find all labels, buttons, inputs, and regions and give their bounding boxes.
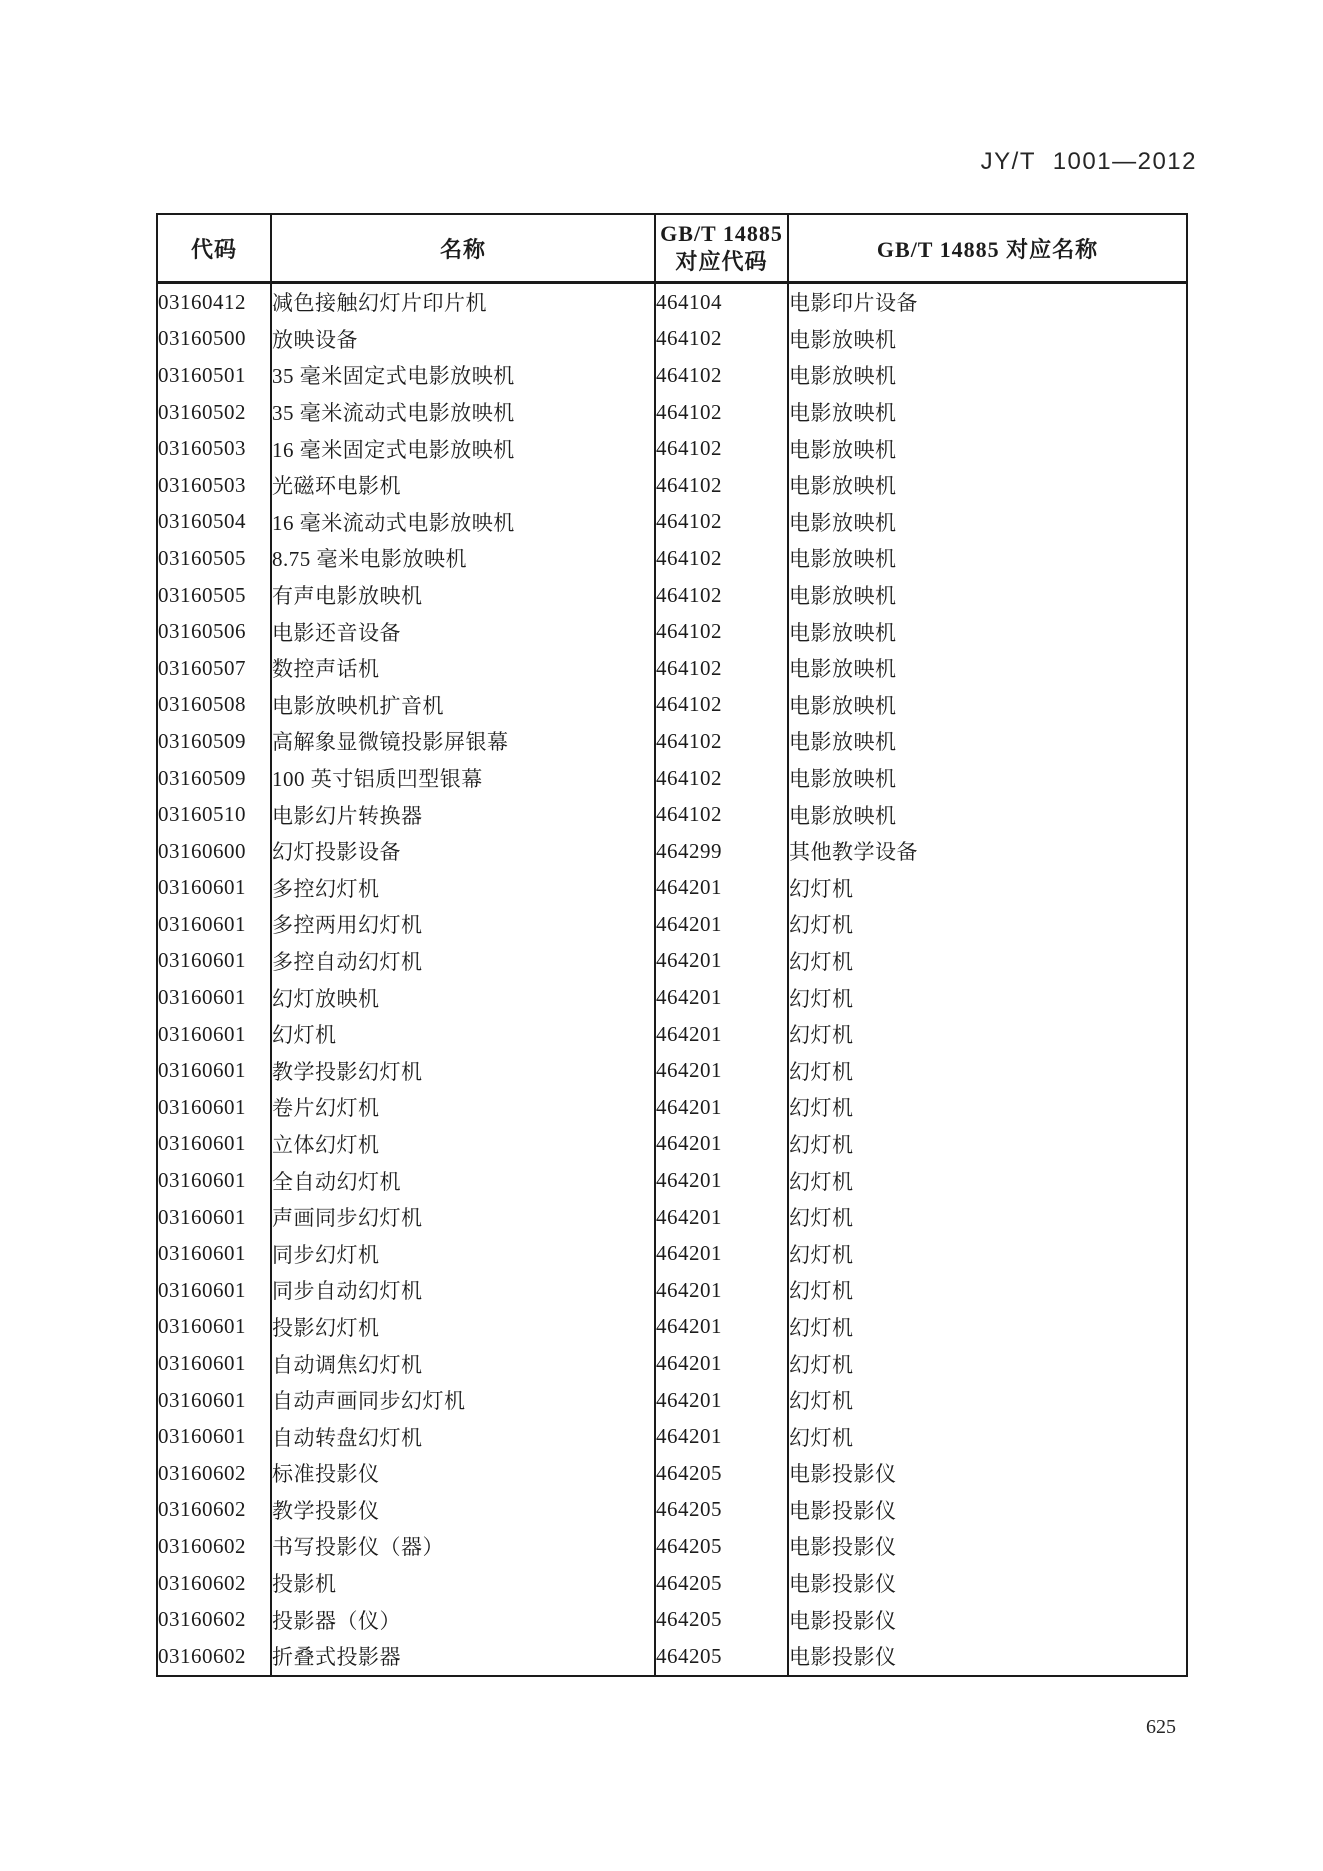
table-row: [157, 723, 1187, 760]
header-gbt-code-line2: 对应代码: [675, 249, 768, 274]
cell-gbt-code: 464102: [655, 687, 788, 724]
cell-name: 16 毫米流动式电影放映机: [271, 504, 655, 541]
table-row: [157, 1235, 1187, 1272]
cell-gbt-name: 电影投影仪: [788, 1601, 1187, 1638]
cell-gbt-code: 464201: [655, 1418, 788, 1455]
cell-gbt-code: 464102: [655, 504, 788, 541]
cell-gbt-name: 电影放映机: [788, 723, 1187, 760]
cell-gbt-name: 电影投影仪: [788, 1565, 1187, 1602]
table-row: [157, 1638, 1187, 1676]
cell-code: 03160602: [157, 1528, 271, 1565]
cell-gbt-code: 464299: [655, 833, 788, 870]
cell-gbt-name: 幻灯机: [788, 1052, 1187, 1089]
cell-code: 03160601: [157, 1199, 271, 1236]
cell-code: 03160601: [157, 979, 271, 1016]
cell-gbt-code: 464102: [655, 613, 788, 650]
table-row: [157, 833, 1187, 870]
cell-code: 03160601: [157, 1418, 271, 1455]
table-row: [157, 1162, 1187, 1199]
cell-code: 03160412: [157, 283, 271, 321]
cell-code: 03160509: [157, 760, 271, 797]
cell-name: 自动转盘幻灯机: [271, 1418, 655, 1455]
table-row: [157, 394, 1187, 431]
cell-code: 03160602: [157, 1455, 271, 1492]
table-row: [157, 1272, 1187, 1309]
table-row: [157, 1126, 1187, 1163]
cell-gbt-name: 幻灯机: [788, 870, 1187, 907]
cell-name: 100 英寸铝质凹型银幕: [271, 760, 655, 797]
cell-code: 03160505: [157, 540, 271, 577]
cell-gbt-name: 电影投影仪: [788, 1455, 1187, 1492]
table-row: [157, 467, 1187, 504]
table-row: [157, 650, 1187, 687]
cell-code: 03160510: [157, 796, 271, 833]
table-row: [157, 1528, 1187, 1565]
cell-gbt-name: 幻灯机: [788, 979, 1187, 1016]
cell-name: 投影器（仪）: [271, 1601, 655, 1638]
cell-gbt-name: 幻灯机: [788, 1235, 1187, 1272]
table-row: [157, 906, 1187, 943]
cell-gbt-name: 幻灯机: [788, 1016, 1187, 1053]
cell-gbt-code: 464104: [655, 283, 788, 321]
table-row: [157, 613, 1187, 650]
cell-gbt-name: 电影放映机: [788, 394, 1187, 431]
cell-name: 光磁环电影机: [271, 467, 655, 504]
cell-gbt-name: 幻灯机: [788, 1309, 1187, 1346]
cell-gbt-name: 幻灯机: [788, 1162, 1187, 1199]
cell-code: 03160508: [157, 687, 271, 724]
header-gbt-code: [655, 214, 788, 283]
cell-name: 减色接触幻灯片印片机: [271, 283, 655, 321]
cell-name: 教学投影仪: [271, 1492, 655, 1529]
cell-code: 03160601: [157, 1089, 271, 1126]
cell-name: 幻灯放映机: [271, 979, 655, 1016]
cell-gbt-code: 464102: [655, 467, 788, 504]
table-row: [157, 430, 1187, 467]
table-row: [157, 577, 1187, 614]
cell-gbt-name: 电影放映机: [788, 467, 1187, 504]
cell-code: 03160504: [157, 504, 271, 541]
cell-name: 电影还音设备: [271, 613, 655, 650]
table-row: [157, 1418, 1187, 1455]
cell-gbt-code: 464102: [655, 321, 788, 358]
cell-name: 35 毫米固定式电影放映机: [271, 357, 655, 394]
cell-name: 自动声画同步幻灯机: [271, 1382, 655, 1419]
cell-code: 03160502: [157, 394, 271, 431]
cell-code: 03160602: [157, 1638, 271, 1676]
cell-gbt-code: 464102: [655, 357, 788, 394]
cell-gbt-code: 464201: [655, 1309, 788, 1346]
cell-gbt-code: 464201: [655, 1052, 788, 1089]
cell-gbt-code: 464102: [655, 394, 788, 431]
cell-gbt-name: 幻灯机: [788, 1272, 1187, 1309]
cell-gbt-code: 464205: [655, 1601, 788, 1638]
cell-name: 投影幻灯机: [271, 1309, 655, 1346]
cell-gbt-name: 其他教学设备: [788, 833, 1187, 870]
cell-gbt-name: 电影投影仪: [788, 1492, 1187, 1529]
cell-gbt-code: 464201: [655, 1272, 788, 1309]
cell-code: 03160505: [157, 577, 271, 614]
table-row: [157, 357, 1187, 394]
cell-name: 多控两用幻灯机: [271, 906, 655, 943]
cell-name: 多控自动幻灯机: [271, 943, 655, 980]
table-row: [157, 1199, 1187, 1236]
cell-code: 03160507: [157, 650, 271, 687]
cell-name: 电影放映机扩音机: [271, 687, 655, 724]
table-row: [157, 504, 1187, 541]
cell-code: 03160601: [157, 870, 271, 907]
table-row: [157, 1052, 1187, 1089]
cell-gbt-name: 电影放映机: [788, 321, 1187, 358]
table-row: [157, 979, 1187, 1016]
cell-name: 标准投影仪: [271, 1455, 655, 1492]
standard-number: JY/T 1001—2012: [980, 148, 1197, 175]
cell-gbt-code: 464201: [655, 979, 788, 1016]
cell-gbt-name: 幻灯机: [788, 906, 1187, 943]
cell-gbt-name: 电影放映机: [788, 504, 1187, 541]
cell-gbt-code: 464102: [655, 723, 788, 760]
cell-gbt-code: 464201: [655, 1382, 788, 1419]
cell-name: 放映设备: [271, 321, 655, 358]
cell-code: 03160601: [157, 1382, 271, 1419]
cell-name: 35 毫米流动式电影放映机: [271, 394, 655, 431]
cell-gbt-code: 464201: [655, 943, 788, 980]
table-row: [157, 283, 1187, 321]
cell-gbt-name: 电影放映机: [788, 357, 1187, 394]
cell-gbt-name: 电影放映机: [788, 650, 1187, 687]
cell-code: 03160601: [157, 1272, 271, 1309]
cell-code: 03160601: [157, 906, 271, 943]
cell-name: 16 毫米固定式电影放映机: [271, 430, 655, 467]
cell-gbt-name: 电影放映机: [788, 796, 1187, 833]
cell-gbt-code: 464205: [655, 1492, 788, 1529]
cell-gbt-code: 464201: [655, 1016, 788, 1053]
table-row: [157, 1565, 1187, 1602]
cell-name: 投影机: [271, 1565, 655, 1602]
cell-gbt-code: 464205: [655, 1528, 788, 1565]
cell-gbt-code: 464201: [655, 1089, 788, 1126]
cell-gbt-name: 电影投影仪: [788, 1528, 1187, 1565]
cell-code: 03160600: [157, 833, 271, 870]
cell-code: 03160503: [157, 430, 271, 467]
table-row: [157, 1345, 1187, 1382]
cell-gbt-code: 464102: [655, 430, 788, 467]
cell-gbt-code: 464201: [655, 1126, 788, 1163]
cell-code: 03160501: [157, 357, 271, 394]
cell-code: 03160500: [157, 321, 271, 358]
page-number: 625: [1146, 1716, 1176, 1738]
cell-gbt-name: 幻灯机: [788, 943, 1187, 980]
cell-code: 03160602: [157, 1492, 271, 1529]
cell-gbt-name: 幻灯机: [788, 1126, 1187, 1163]
cell-gbt-name: 电影投影仪: [788, 1638, 1187, 1676]
cell-gbt-code: 464201: [655, 1199, 788, 1236]
table-row: [157, 1089, 1187, 1126]
cell-gbt-name: 电影放映机: [788, 613, 1187, 650]
table-row: [157, 796, 1187, 833]
cell-gbt-code: 464201: [655, 1162, 788, 1199]
table-row: [157, 1455, 1187, 1492]
cell-gbt-code: 464102: [655, 577, 788, 614]
cell-name: 同步自动幻灯机: [271, 1272, 655, 1309]
header-gbt-name: GB/T 14885 对应名称: [788, 214, 1187, 283]
cell-code: 03160601: [157, 1345, 271, 1382]
cell-code: 03160602: [157, 1601, 271, 1638]
table-row: [157, 687, 1187, 724]
cell-name: 全自动幻灯机: [271, 1162, 655, 1199]
cell-name: 折叠式投影器: [271, 1638, 655, 1676]
cell-name: 书写投影仪（器）: [271, 1528, 655, 1565]
cell-gbt-name: 幻灯机: [788, 1418, 1187, 1455]
cell-gbt-code: 464201: [655, 870, 788, 907]
cell-code: 03160601: [157, 1235, 271, 1272]
cell-gbt-name: 电影印片设备: [788, 283, 1187, 321]
cell-name: 立体幻灯机: [271, 1126, 655, 1163]
cell-name: 自动调焦幻灯机: [271, 1345, 655, 1382]
table-row: [157, 1492, 1187, 1529]
cell-gbt-name: 电影放映机: [788, 577, 1187, 614]
table-row: [157, 1309, 1187, 1346]
cell-name: 幻灯机: [271, 1016, 655, 1053]
cell-code: 03160601: [157, 1309, 271, 1346]
cell-gbt-code: 464205: [655, 1565, 788, 1602]
cell-gbt-code: 464102: [655, 760, 788, 797]
cell-code: 03160506: [157, 613, 271, 650]
cell-name: 数控声话机: [271, 650, 655, 687]
cell-gbt-code: 464102: [655, 796, 788, 833]
header-gbt-code-line1: GB/T 14885: [660, 221, 783, 246]
table-row: [157, 760, 1187, 797]
cell-gbt-code: 464205: [655, 1455, 788, 1492]
cell-name: 教学投影幻灯机: [271, 1052, 655, 1089]
cell-code: 03160509: [157, 723, 271, 760]
cell-name: 高解象显微镜投影屏银幕: [271, 723, 655, 760]
cell-gbt-code: 464102: [655, 540, 788, 577]
cell-gbt-code: 464201: [655, 1345, 788, 1382]
table-row: [157, 321, 1187, 358]
cell-gbt-code: 464102: [655, 650, 788, 687]
table-row: [157, 1382, 1187, 1419]
cell-code: 03160601: [157, 1126, 271, 1163]
table-row: [157, 1016, 1187, 1053]
cell-gbt-name: 幻灯机: [788, 1089, 1187, 1126]
cell-code: 03160503: [157, 467, 271, 504]
table-row: [157, 943, 1187, 980]
cell-name: 多控幻灯机: [271, 870, 655, 907]
cell-gbt-name: 幻灯机: [788, 1345, 1187, 1382]
cell-gbt-code: 464201: [655, 906, 788, 943]
cell-name: 电影幻片转换器: [271, 796, 655, 833]
cell-name: 卷片幻灯机: [271, 1089, 655, 1126]
table-row: [157, 1601, 1187, 1638]
cell-name: 同步幻灯机: [271, 1235, 655, 1272]
cell-gbt-name: 幻灯机: [788, 1199, 1187, 1236]
cell-code: 03160601: [157, 943, 271, 980]
cell-code: 03160601: [157, 1052, 271, 1089]
cell-name: 有声电影放映机: [271, 577, 655, 614]
cell-code: 03160601: [157, 1016, 271, 1053]
cell-gbt-name: 电影放映机: [788, 540, 1187, 577]
cell-gbt-name: 电影放映机: [788, 430, 1187, 467]
cell-gbt-code: 464201: [655, 1235, 788, 1272]
code-mapping-table: [156, 213, 1188, 1677]
cell-gbt-code: 464205: [655, 1638, 788, 1676]
header-name: 名称: [271, 214, 655, 283]
table-row: [157, 540, 1187, 577]
cell-name: 8.75 毫米电影放映机: [271, 540, 655, 577]
cell-code: 03160601: [157, 1162, 271, 1199]
cell-name: 幻灯投影设备: [271, 833, 655, 870]
header-code: 代码: [157, 214, 271, 283]
table-row: [157, 870, 1187, 907]
table-body: [157, 283, 1187, 1676]
cell-gbt-name: 电影放映机: [788, 760, 1187, 797]
cell-gbt-name: 幻灯机: [788, 1382, 1187, 1419]
cell-name: 声画同步幻灯机: [271, 1199, 655, 1236]
table-header-row: [157, 214, 1187, 283]
cell-gbt-name: 电影放映机: [788, 687, 1187, 724]
cell-code: 03160602: [157, 1565, 271, 1602]
